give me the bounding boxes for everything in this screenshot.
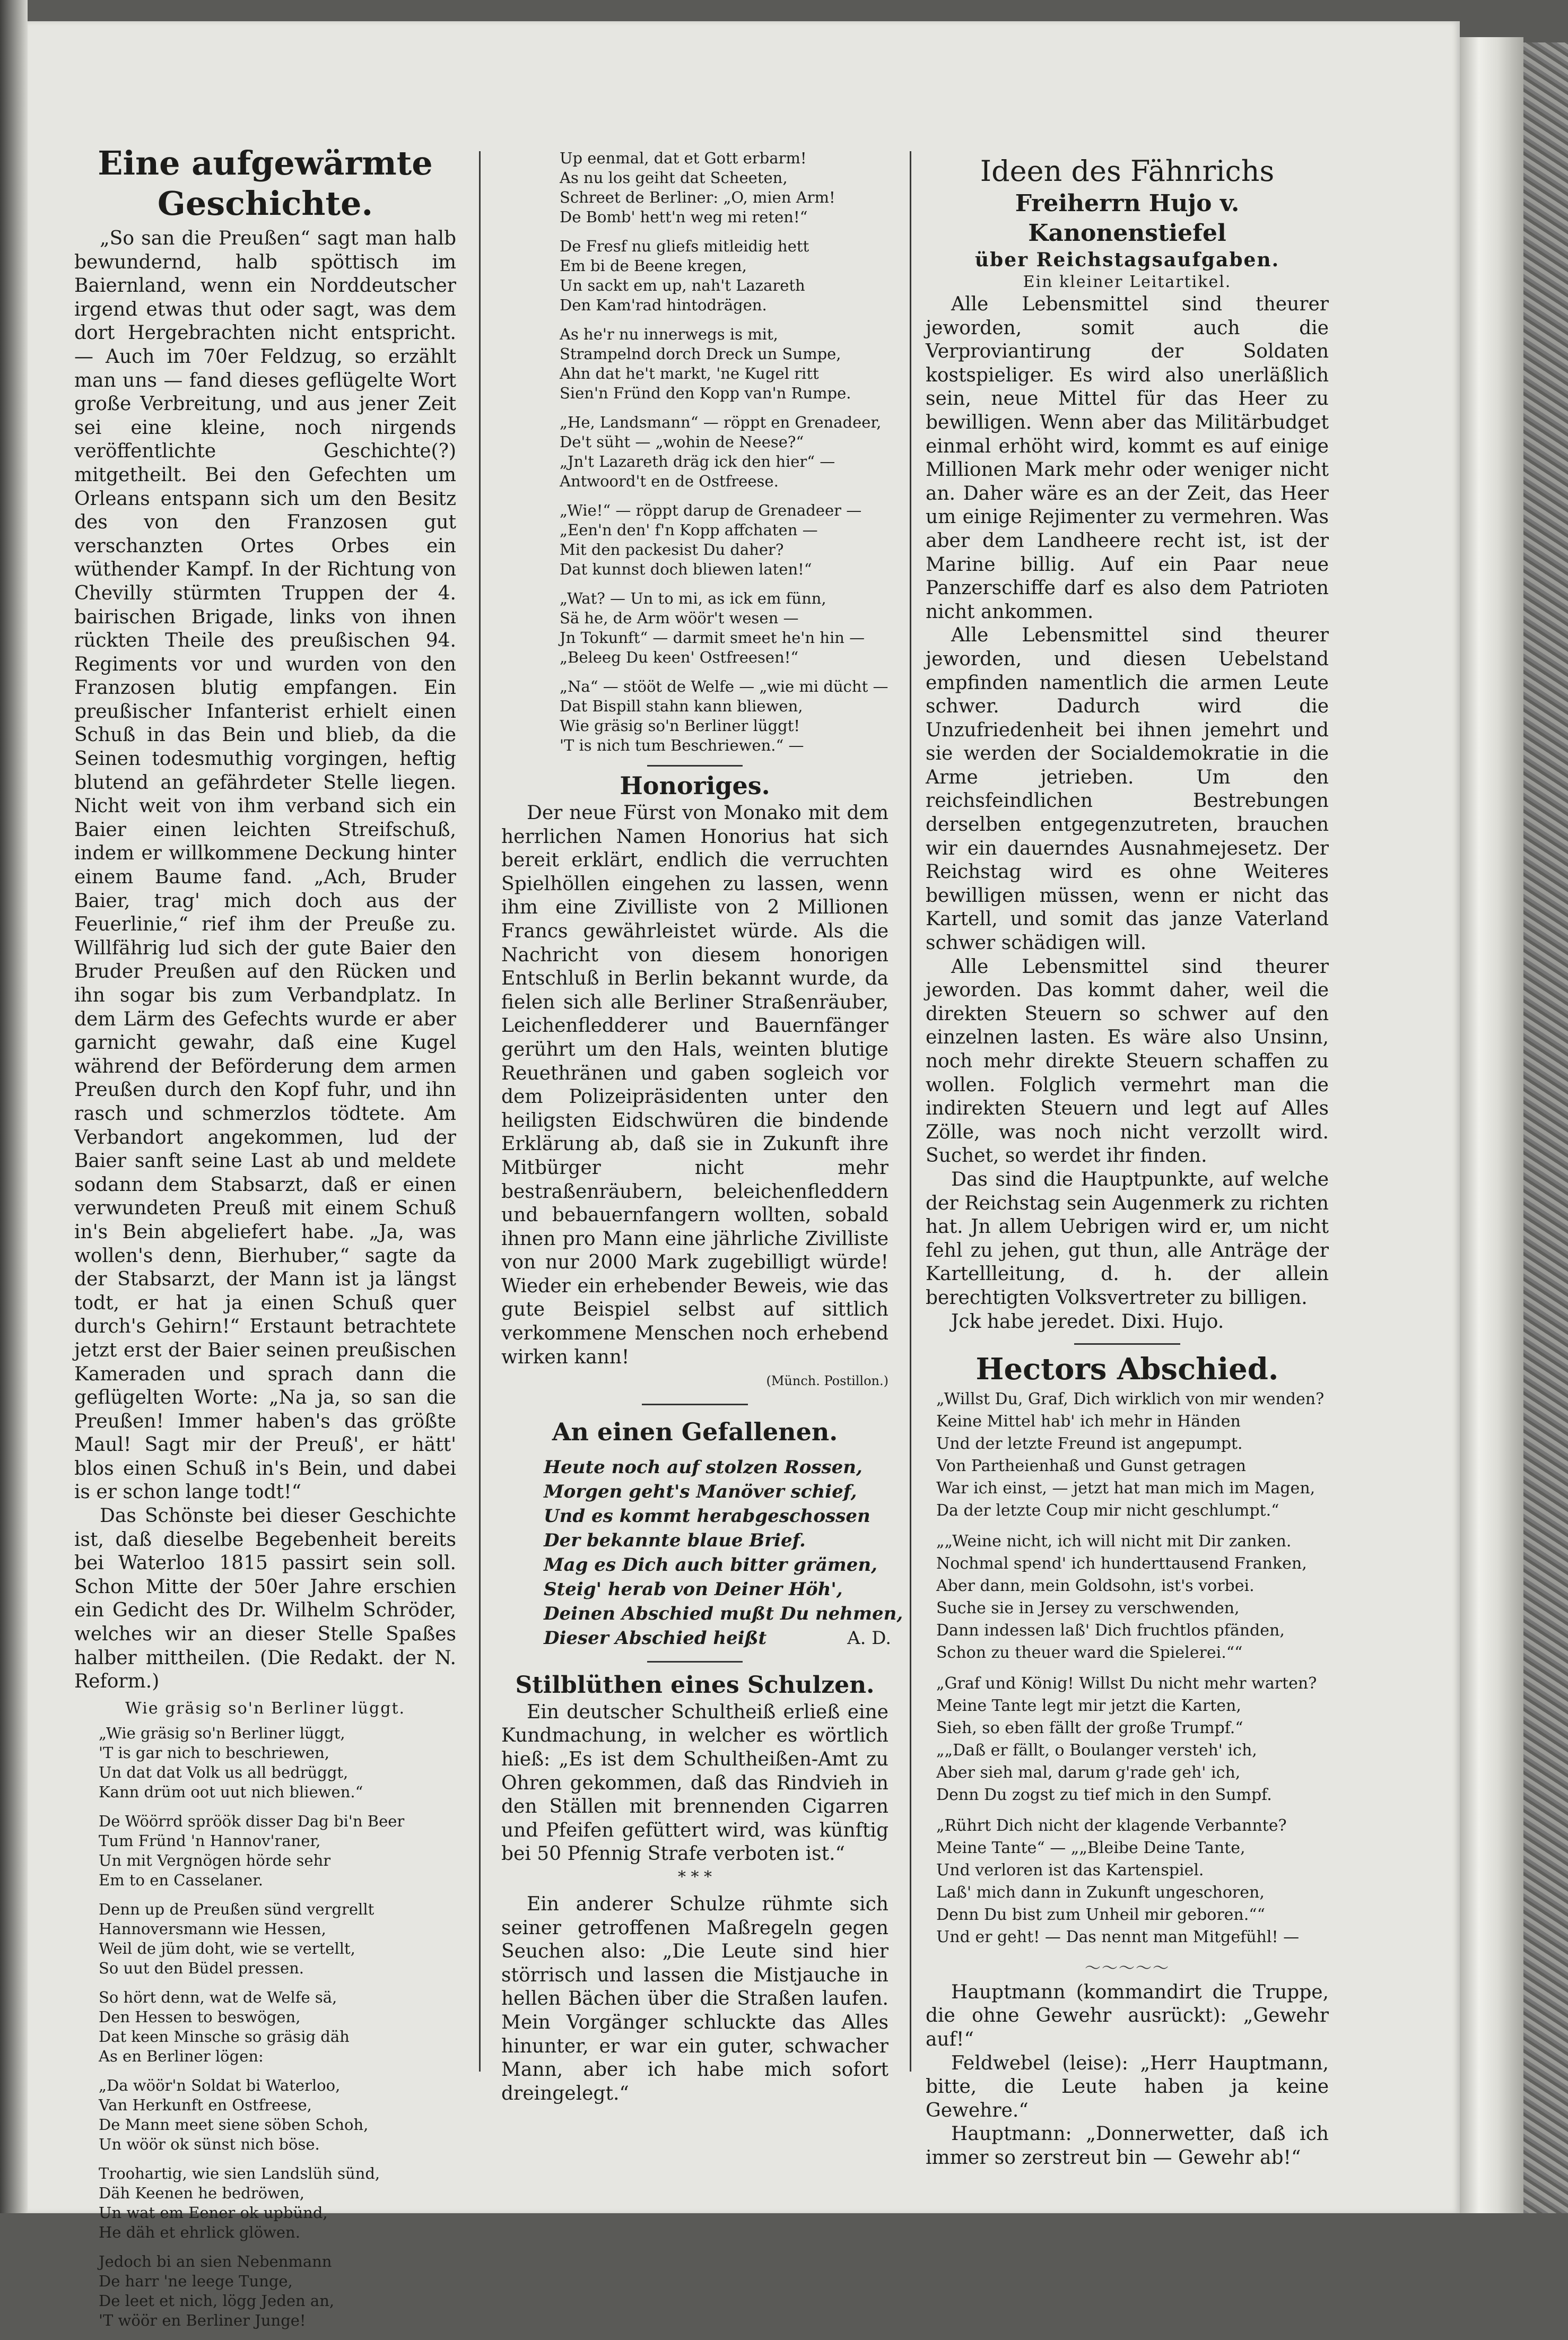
poem-stanza (936, 1388, 1329, 1522)
poem-line: Em to en Casselaner. (99, 1871, 263, 1889)
poem-line: War ich einst, — jetzt hat man mich im Magen, (936, 1479, 1316, 1498)
article-title-honoriges: Honoriges. (620, 771, 770, 800)
article-paragraph: Ein anderer Schulze rühmte sich seiner getroffenen Maßregeln gegen Seuchen also: „Die Leute sind hier störrisch und lassen die Mistjauche in hellen Bächen über die Straßen laufen. Mein Vorgänger schluckte das Alles hinunter, er war ein guter, schwacher Mann, aber ich habe mich sofort dreingelegt.“ (501, 1893, 888, 2104)
poem-line: De Fresf nu gliefs mitleidig hett (560, 237, 809, 255)
poem-line: Keine Mittel hab' ich mehr in Händen (936, 1412, 1241, 1431)
poem-line: De harr 'ne leege Tunge, (99, 2272, 293, 2290)
poem-line: Antwoord't en de Ostfreese. (560, 472, 779, 490)
article-paragraph: Hauptmann: „Donnerwetter, daß ich immer so zerstreut bin — Gewehr ab!“ (926, 2123, 1329, 2169)
poem-line: Aber sieh mal, darum g'rade geh' ich, (936, 1763, 1241, 1782)
verse-signature: A. D. (847, 1627, 892, 1649)
binding-gutter (0, 0, 28, 2213)
poem-stanza (936, 1815, 1329, 1948)
poem-line: Dann indessen laß' Dich fruchtlos pfänden, (936, 1621, 1285, 1640)
poem-title: Wie gräsig so'n Berliner lüggt. (125, 1699, 406, 1718)
article-signature: Jck habe jeredet. Dixi. Hujo. (951, 1310, 1224, 1333)
wavy-divider: 〜〜〜〜〜 (1085, 1959, 1170, 1978)
poem-line: Un wat em Eener ok upbünd, (99, 2203, 328, 2222)
poem-stanza (99, 1900, 456, 1978)
verse-line: Morgen geht's Manöver schief, (544, 1481, 857, 1502)
poem-line: Jedoch bi an sien Nebenmann (99, 2252, 332, 2271)
poem-line: Wie gräsig so'n Berliner lüggt! (560, 717, 800, 735)
poem-line: Denn up de Preußen sünd vergrellt (99, 1900, 374, 1918)
source-credit: (Münch. Postillon.) (766, 1373, 888, 1389)
poem-stanza (99, 2076, 456, 2154)
poem-line: Mit den packesist Du daher? (560, 541, 784, 559)
column-3 (926, 154, 1329, 2170)
article-paragraph: Alle Lebensmittel sind theurer jeworden, somit auch die Verproviantirung der Soldaten kostspieliger. Es wird also unerläßlich sein, neue Mittel für das Heer zu bewilligen. Wenn aber das Militärbudget einmal erhöht wird, kommt es auf einige Millionen Mark mehr oder weniger nicht an. Daher wäre es an der Zeit, das Heer um einige Rejimenter zu vermehren. Was aber dem Landheere recht ist, ist der Marine billig. Auf ein Paar neue Panzerschiffe darf es also dem Patrioten nicht ankommen. (926, 293, 1329, 623)
poem-line: Jn Tokunft“ — darmit smeet he'n hin — (560, 629, 865, 647)
column-rule-left (479, 151, 481, 2072)
poem-line: „Na“ — stööt de Welfe — „wie mi dücht — (560, 677, 888, 695)
poem-line: Sien'n Fründ den Kopp van'n Rumpe. (560, 384, 851, 402)
poem-stanza (560, 149, 888, 227)
poem-line: Schreet de Berliner: „O, mien Arm! (560, 188, 835, 206)
article-subtitle-freiherr: Freiherrn Hujo v. Kanonenstiefel (1015, 190, 1240, 247)
poem-line: Un wöör ok sünst nich böse. (99, 2135, 320, 2153)
poem-line: De leet et nich, lögg Jeden an, (99, 2291, 335, 2310)
poem-line: Und er geht! — Das nennt man Mitgefühl! — (936, 1928, 1300, 1947)
poem-line: Dat kunnst doch bliewen laten!“ (560, 560, 812, 578)
poem-line: Denn Du zogst zu tief mich in den Sumpf. (936, 1786, 1272, 1805)
article-paragraph: Feldwebel (leise): „Herr Hauptmann, bitte, die Leute haben ja keine Gewehre.“ (926, 2052, 1329, 2121)
poem-line: „Een'n den' f'n Kopp affchaten — (560, 521, 818, 539)
poem-line: Un dat dat Volk us all bedrüggt, (99, 1763, 349, 1781)
poem-stanza (936, 1530, 1329, 1664)
poem-line: Tum Fründ 'n Hannov'raner, (99, 1831, 321, 1850)
section-divider (1074, 1343, 1180, 1345)
poem-line: „„Daß er fällt, o Boulanger versteh' ich, (936, 1741, 1257, 1760)
poem-line: „Da wöör'n Soldat bi Waterloo, (99, 2076, 341, 2094)
verse-line: Der bekannte blaue Brief. (544, 1529, 806, 1551)
column-1 (74, 143, 456, 2340)
poem-line: Weil de jüm doht, wie se vertellt, (99, 1939, 355, 1958)
poem-stanza (560, 237, 888, 315)
poem-platt (74, 1724, 456, 2330)
poem-line: 'T wöör en Berliner Junge! (99, 2311, 306, 2329)
poem-stanza (99, 1988, 456, 2066)
poem-line: „Jn't Lazareth dräg ick den hier“ — (560, 453, 835, 471)
poem-line: Und der letzte Freund ist angepumpt. (936, 1434, 1243, 1454)
poem-line: So uut den Büdel pressen. (99, 1959, 304, 1977)
poem-line: He däh et ehrlick glöwen. (99, 2223, 300, 2241)
article-paragraph: Hauptmann (kommandirt die Truppe, die ohne Gewehr ausrückt): „Gewehr auf!“ (926, 1981, 1329, 2050)
poem-line: As nu los geiht dat Scheeten, (560, 169, 788, 187)
poem-line: Ahn dat he't markt, 'ne Kugel ritt (560, 364, 819, 382)
section-divider (647, 1661, 743, 1663)
poem-line: Nochmal spend' ich hunderttausend Franken, (936, 1554, 1307, 1573)
article-title-hector: Hectors Abschied. (975, 1352, 1279, 1387)
poem-line: Hannoversmann wie Hessen, (99, 1919, 326, 1938)
separator-stars: * * * (677, 1868, 712, 1886)
poem-line: Dat Bispill stahn kann bliewen, (560, 697, 803, 715)
poem-line: Em bi de Beene kregen, (560, 257, 747, 275)
article-paragraph: Der neue Fürst von Monako mit dem herrlichen Namen Honorius hat sich bereit erklärt, endlich die verruchten Spielhöllen eingehen zu lassen, wenn ihm eine Zivilliste von 2 Millionen Francs gewährleistet würde. Als die Nachricht von diesem honorigen Entschluß in Berlin bekannt wurde, da fielen sich alle Berliner Straßenräuber, Leichenfledderer und Bauernfänger gerührt um den Hals, weinten blutige Reuethränen und gaben sogleich vor dem Polizeipräsidenten unter den heiligsten Eidschwüren die bindende Erklärung ab, daß sie in Zukunft ihre Mitbürger nicht mehr bestraßenräubern, beleichenfleddern und bebauernfangern wollten, sobald ihnen pro Mann eine jährliche Zivilliste von nur 2000 Mark zugebilligt würde! Wieder ein erhebender Beweis, wie das gute Beispiel selbst auf sittlich verkommene Menschen noch erhebend wirken kann! (501, 802, 888, 1368)
poem-line: „„Weine nicht, ich will nicht mit Dir zanken. (936, 1532, 1292, 1551)
poem-line: „Beleeg Du keen' Ostfreesen!“ (560, 648, 799, 666)
section-divider (647, 765, 743, 767)
poem-line: Von Partheienhaß und Gunst getragen (936, 1457, 1246, 1476)
poem-line: „Wie!“ — röppt darup de Grenadeer — (560, 501, 862, 519)
article-paragraph: „So san die Preußen“ sagt man halb bewundernd, halb spöttisch im Baiernland, wenn ein Norddeutscher irgend etwas thut oder sagt, was dem dort Hergebrachten nicht entspricht. — Auch im 70er Feldzug, so erzählt man uns — fand dieses geflügelte Wort große Verbreitung, und aus jener Zeit sei eine kleine, noch nirgends veröffentlichte Geschichte(?) mitgetheilt. Bei den Gefechten um Orleans entspann sich um den Besitz des von den Franzosen gut verschanzten Ortes Orbes ein wüthender Kampf. In der Richtung von Chevilly stürmten Truppen der 4. bairischen Brigade, links von ihnen rückten Theile des preußischen 94. Regiments vor und wurden von den Franzosen blutig empfangen. Ein preußischer Infanterist erhielt einen Schuß in das Bein und blieb, da die Seinen todesmuthig vorgingen, heftig blutend an gefährdeter Stelle liegen. Nicht weit von ihm verband sich ein Baier einen leichten Streifschuß, indem er willkommene Deckung hinter einem Baume fand. „Ach, Bruder Baier, trag' mich doch aus der Feuerlinie,“ rief ihm der Preuße zu. Willfährig lud sich der gute Baier den Bruder Preußen auf den Rücken und ihn sogar bis zum Verbandplatz. In dem Lärm des Gefechts wurde er aber garnicht gewahr, daß eine Kugel während der Beförderung dem armen Preußen durch den Kopf fuhr, und ihn rasch und schmerzlos tödtete. Am Verbandort angekommen, lud der Baier sanft seine Last ab und meldete sodann dem Stabsarzt, daß er einen verwundeten Preuß mit einem Schuß in's Bein abgeliefert habe. „Ja, was wollen's denn, Bierhuber,“ sagte da der Stabsarzt, der Mann ist ja längst todt, er hat ja einen Schuß quer durch's Gehirn!“ Erstaunt betrachtete jetzt erst der Baier seinen preußischen Kameraden und sprach dann die geflügelten Worte: „Na ja, so san die Preußen! Immer haben's das größte Maul! Sagt mir der Preuß', er hätt' blos einen Schuß in's Bein, und dabei is er schon lange todt!“ (74, 228, 456, 1503)
poem-line: Da der letzte Coup mir nicht geschlumpt.“ (936, 1501, 1279, 1520)
column-rule-right (910, 151, 911, 2072)
poem-line: As en Berliner lögen: (99, 2047, 264, 2065)
poem-line: Und verloren ist das Kartenspiel. (936, 1861, 1204, 1880)
poem-line: 'T is nich tum Beschriewen.“ — (560, 736, 804, 754)
poem-line: Troohartig, wie sien Landslüh sünd, (99, 2164, 380, 2182)
poem-line: Den Hessen to beswögen, (99, 2007, 301, 2026)
poem-line: De Wöörrd spröök disser Dag bi'n Beer (99, 1812, 405, 1830)
poem-line: Meine Tante“ — „„Bleibe Deine Tante, (936, 1839, 1245, 1858)
article-paragraph: Alle Lebensmittel sind theurer jeworden, und diesen Uebelstand empfinden namentlich die armen Leute schwer. Dadurch wird die Unzufriedenheit bei ihnen jemehrt und sie werden der Socialdemokratie in die Arme jetrieben. Um den reichsfeindlichen Bestrebungen derselben entgegenzutreten, brauchen wir ein dauerndes Ausnahmejesetz. Der Reichstag wird es ohne Weiteres bewilligen müssen, wenn er nicht das Kartell, und somit das janze Vaterland schwer schädigen will. (926, 624, 1329, 954)
poem-line: Den Kam'rad hintodrägen. (560, 296, 767, 314)
marbled-cover-edge (1523, 42, 1568, 2213)
article-kicker: Ein kleiner Leitartikel. (1023, 273, 1232, 291)
poem-line: Schon zu theuer ward die Spielerei.““ (936, 1643, 1243, 1663)
poem-stanza (560, 501, 888, 579)
poem-line: Un sackt em up, nah't Lazareth (560, 276, 805, 294)
poem-platt-continued (501, 149, 888, 755)
poem-line: Van Herkunft en Ostfreese, (99, 2095, 312, 2114)
article-paragraph: Ein deutscher Schultheiß erließ eine Kundmachung, in welcher es wörtlich hieß: „Es ist dem Schultheißen-Amt zu Ohren gekommen, daß das Rindvieh in den Ställen mit brennenden Cigarren und Pfeifen gefüttert wird, was künftig bei 50 Pfennig Strafe verboten ist.“ (501, 1701, 888, 1865)
poem-line: Aber dann, mein Goldsohn, ist's vorbei. (936, 1577, 1255, 1596)
poem-line: Strampelnd dorch Dreck un Sumpe, (560, 345, 841, 363)
poem-line: „Willst Du, Graf, Dich wirklich von mir wenden? (936, 1390, 1325, 1409)
poem-line: Denn Du bist zum Unheil mir geboren.““ (936, 1906, 1265, 1925)
poem-hector (926, 1388, 1329, 1948)
poem-line: „Rührt Dich nicht der klagende Verbannte? (936, 1816, 1287, 1836)
verse-line (544, 1626, 892, 1650)
article-paragraph: Das Schönste bei dieser Geschichte ist, daß dieselbe Begebenheit bereits bei Waterloo 1815 passirt sein soll. Schon Mitte der 50er Jahre erschien ein Gedicht des Dr. Wilhelm Schröder, welches wir an dieser Stelle Spaßes halber mittheilen. (Die Redakt. der N. Reform.) (74, 1505, 456, 1693)
poem-line: „Wat? — Un to mi, as ick em fünn, (560, 589, 826, 607)
verse-gefallenen (501, 1455, 903, 1650)
article-title-geschichte: Eine aufgewärmte Geschichte. (98, 144, 433, 223)
poem-line: De Mann meet siene söben Schoh, (99, 2115, 369, 2134)
verse-line: Und es kommt herabgeschossen (544, 1505, 870, 1527)
article-title-gefallenen: An einen Gefallenen. (552, 1417, 838, 1446)
poem-line: „Graf und König! Willst Du nicht mehr warten? (936, 1674, 1317, 1693)
poem-line: „Wie gräsig so'n Berliner lüggt, (99, 1724, 345, 1742)
column-2 (501, 149, 903, 2106)
verse-line-text: Dieser Abschied heißt (544, 1627, 767, 1649)
poem-stanza (936, 1673, 1329, 1806)
poem-line: De Bomb' hett'n weg mi reten!“ (560, 208, 808, 226)
poem-stanza (99, 1812, 456, 1890)
verse-line: Deinen Abschied mußt Du nehmen, (544, 1603, 903, 1624)
poem-line: Dat keen Minsche so gräsig däh (99, 2027, 350, 2046)
article-title-ideen: Ideen des Fähnrichs (980, 154, 1275, 188)
poem-line: Sä he, de Arm wöör't wesen — (560, 609, 799, 627)
page-stack-edge (1460, 37, 1523, 2213)
section-divider (642, 1404, 748, 1405)
verse-line: Mag es Dich auch bitter grämen, (544, 1554, 877, 1576)
poem-line: Un mit Vergnögen hörde sehr (99, 1851, 331, 1869)
poem-stanza (560, 677, 888, 755)
poem-line: Kann drüm oot uut nich bliewen.“ (99, 1782, 363, 1801)
poem-line: „He, Landsmann“ — röppt en Grenadeer, (560, 413, 882, 431)
verse-line: Heute noch auf stolzen Rossen, (544, 1456, 863, 1478)
poem-stanza (560, 589, 888, 667)
poem-line: Däh Keenen he bedröwen, (99, 2184, 304, 2202)
poem-line: Meine Tante legt mir jetzt die Karten, (936, 1697, 1241, 1716)
article-subtitle-reichstag: über Reichstagsaufgaben. (974, 249, 1280, 271)
poem-stanza (560, 325, 888, 403)
poem-line: As he'r nu innerwegs is mit, (560, 325, 778, 343)
article-title-stilbluethen: Stilblüthen eines Schulzen. (515, 1671, 875, 1699)
poem-stanza (99, 1724, 456, 1802)
poem-line: 'T is gar nich to beschriewen, (99, 1743, 329, 1762)
poem-line: Laß' mich dann in Zukunft ungeschoren, (936, 1883, 1265, 1902)
poem-line: De't süht — „wohin de Neese?“ (560, 433, 804, 451)
poem-line: Suche sie in Jersey zu verschwenden, (936, 1599, 1240, 1618)
article-paragraph: Alle Lebensmittel sind theurer jeworden. Das kommt daher, weil die direkten Steuern so schwer auf den einzelnen lasten. Es wäre also Unsinn, noch mehr direkte Steuern schaffen zu wollen. Folglich vermehrt man die indirekten Steuern und legt auf Alles Zölle, was noch nicht verzollt wird. Suchet, so werdet ihr finden. (926, 955, 1329, 1167)
poem-stanza (560, 413, 888, 491)
poem-stanza (99, 2252, 456, 2330)
verse-line: Steig' herab von Deiner Höh', (544, 1578, 843, 1600)
poem-line: So hört denn, wat de Welfe sä, (99, 1988, 337, 2006)
article-paragraph: Das sind die Hauptpunkte, auf welche der Reichstag sein Augenmerk zu richten hat. Jn allem Uebrigen wird er, um nicht fehl zu jehen, gut thun, alle Anträge der Kartellleitung, d. h. der allein berechtigten Volksvertreter zu billigen. (926, 1168, 1329, 1309)
poem-stanza (99, 2164, 456, 2242)
poem-line: Sieh, so eben fällt der große Trumpf.“ (936, 1719, 1243, 1738)
poem-line: Up eenmal, dat et Gott erbarm! (560, 149, 807, 167)
